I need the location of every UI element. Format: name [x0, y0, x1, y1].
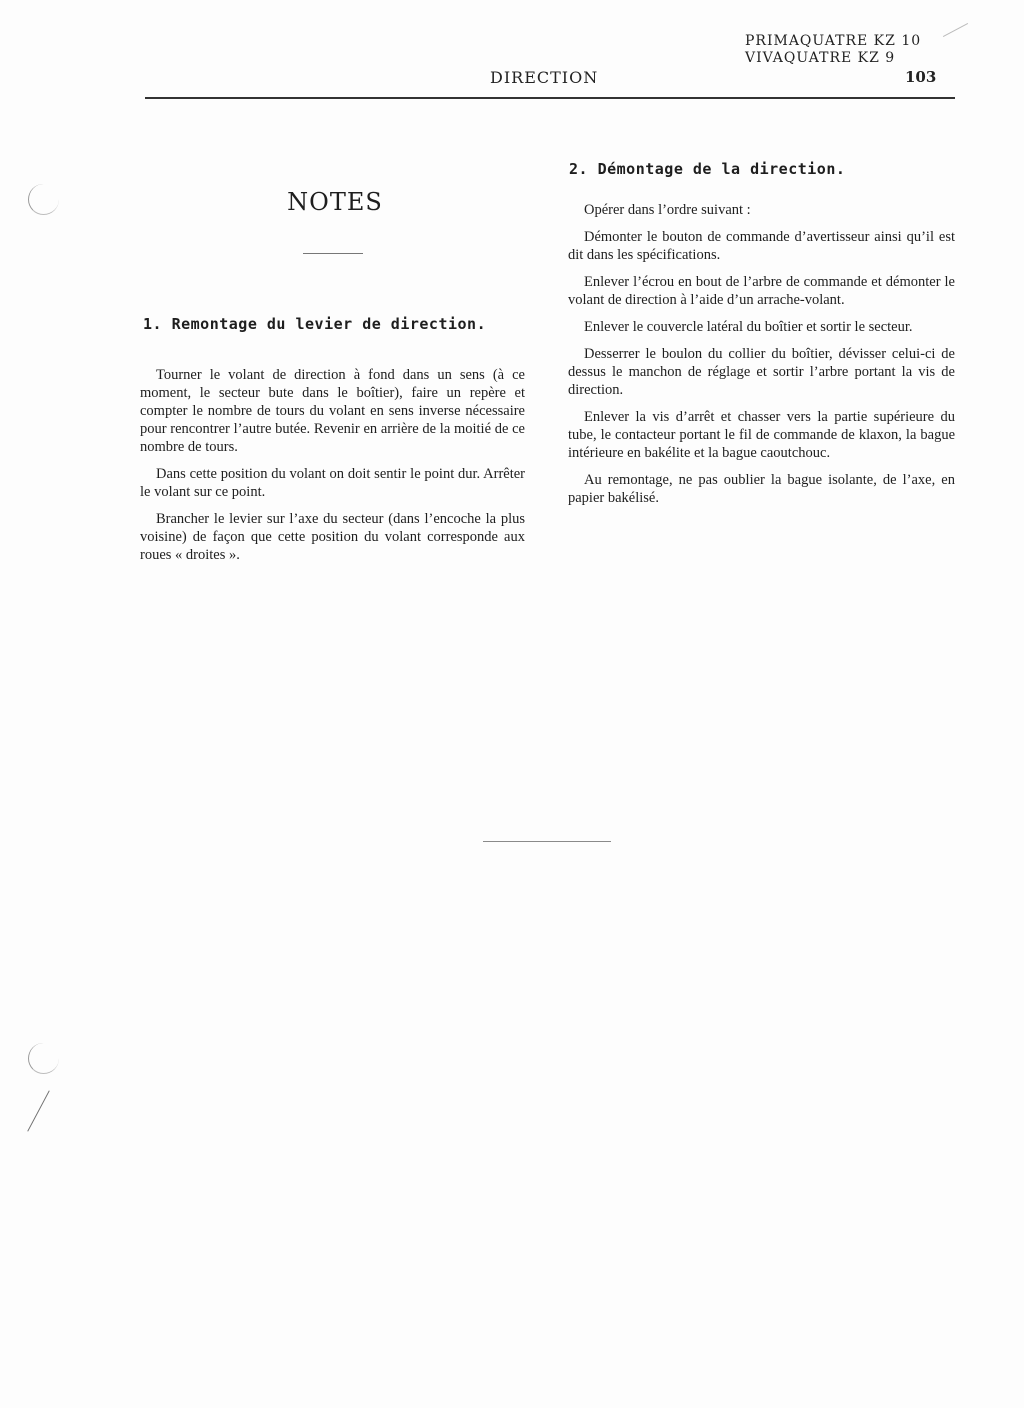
header-model-line: PRIMAQUATRE KZ 10	[745, 33, 922, 49]
section2-paragraph: Démonter le bouton de commande d’avertisseur ainsi qu’il est dit dans les spécifications.	[568, 229, 955, 263]
page-number: 103	[905, 68, 937, 86]
header-rule	[145, 97, 955, 99]
header-model-line: VIVAQUATRE KZ 9	[745, 50, 896, 66]
header-model-list	[745, 33, 945, 67]
bottom-divider	[483, 841, 611, 842]
section2-paragraph: Enlever le couvercle latéral du boîtier et sortir le secteur.	[584, 319, 913, 335]
section2-paragraph: Enlever la vis d’arrêt et chasser vers la partie supérieure du tube, le contacteur portant le fil de commande de klaxon, la bague intérieure en bakélite et la bague caoutchouc.	[568, 409, 955, 461]
section2-paragraph: Desserrer le boulon du collier du boîtier, dévisser celui-ci de dessus le manchon de réglage et sortir l’arbre portant la vis de direction.	[568, 346, 955, 398]
section1-body	[140, 366, 525, 573]
header-section-title: DIRECTION	[490, 68, 599, 87]
punch-hole-top	[28, 184, 59, 215]
pencil-stroke-mark	[27, 1090, 49, 1131]
notes-divider	[303, 253, 363, 254]
punch-hole-bottom	[28, 1043, 59, 1074]
section2-paragraph: Opérer dans l’ordre suivant :	[584, 202, 751, 218]
section1-paragraph: Dans cette position du volant on doit sentir le point dur. Arrêter le volant sur ce point.	[140, 466, 525, 500]
section1-paragraph: Brancher le levier sur l’axe du secteur (dans l’encoche la plus voisine) de façon que cette position du volant corresponde aux roues « droites ».	[140, 511, 525, 563]
section2-paragraph: Au remontage, ne pas oublier la bague isolante, de l’axe, en papier bakélisé.	[568, 472, 955, 506]
section1-paragraph: Tourner le volant de direction à fond dans un sens (à ce moment, le secteur bute dans le boîtier), faire un repère et compter le nombre de tours du volant en sens inverse nécessaire pour rencontrer l’autre butée. Revenir en arrière de la moitié de ce nombre de tours.	[140, 367, 525, 455]
section2-paragraph: Enlever l’écrou en bout de l’arbre de commande et démonter le volant de direction à l’aide d’un arrache-volant.	[568, 274, 955, 308]
corner-scratch-mark	[943, 23, 968, 37]
section2-heading: 2. Démontage de la direction.	[569, 160, 846, 178]
notes-title: NOTES	[287, 188, 383, 216]
section2-body	[568, 201, 955, 516]
section1-heading: 1. Remontage du levier de direction.	[143, 315, 487, 333]
